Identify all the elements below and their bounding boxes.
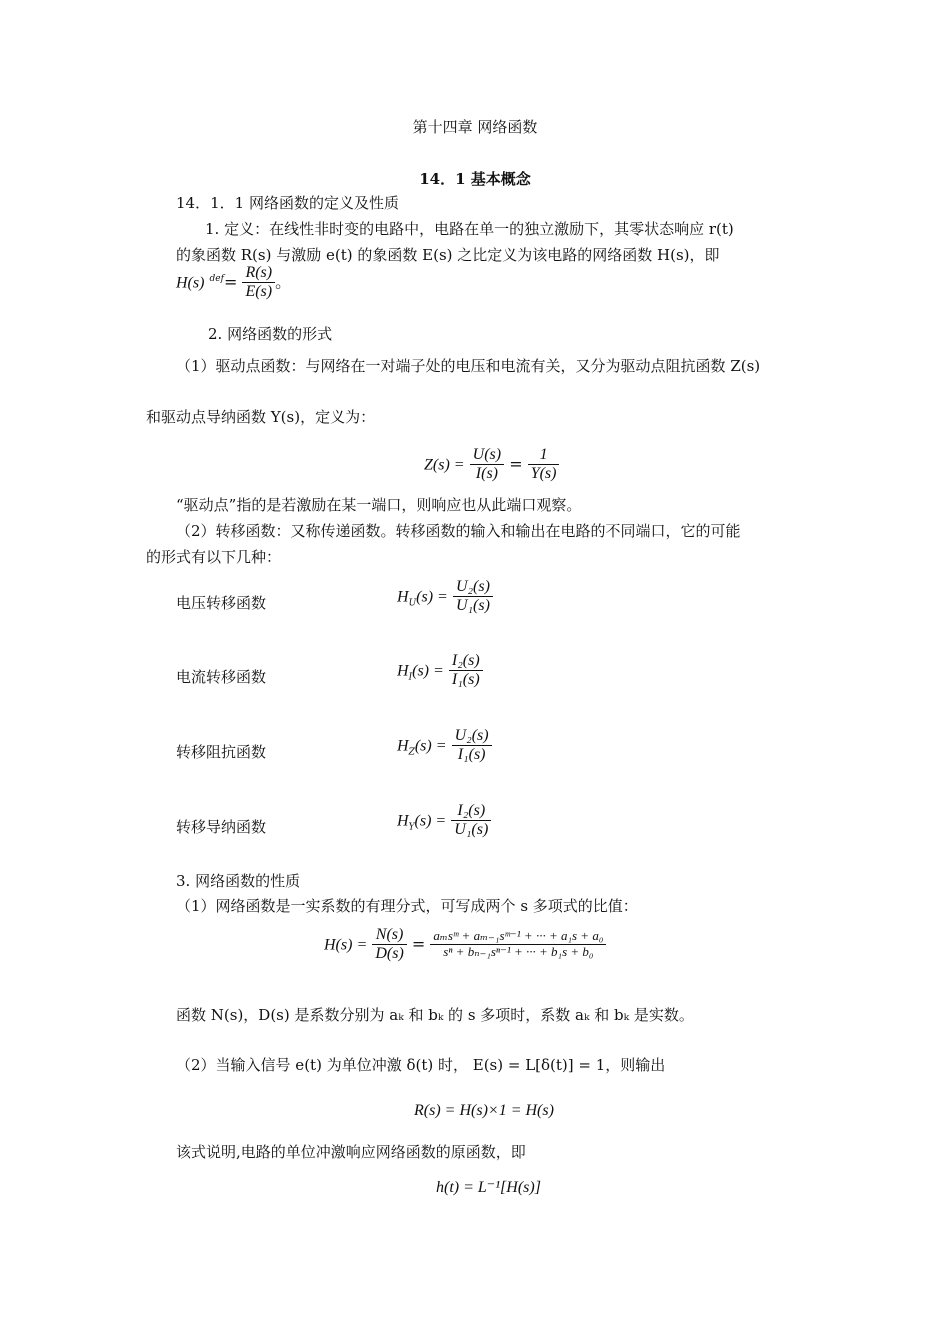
h-symbol: H <box>397 812 409 830</box>
property-2-note: 该式说明,电路的单位冲激响应网络函数的原函数，即 <box>176 1143 526 1161</box>
transfer-fraction-admittance <box>451 802 491 840</box>
chapter-title: 第十四章 网络函数 <box>412 118 538 136</box>
def-formula-fraction <box>242 264 275 302</box>
h-subscript: I <box>408 672 413 683</box>
def-formula-numerator: R(s) <box>242 264 275 283</box>
transfer-line-2: 的形式有以下几种： <box>146 548 282 566</box>
transfer-denominator: U₁(s) <box>454 821 489 839</box>
z-numerator: U(s) <box>470 446 504 465</box>
property-1-line: （1）网络函数是一实系数的有理分式，可写成两个 s 多项式的比值： <box>176 897 638 915</box>
impulse-response-formula: R(s) = H(s)×1 = H(s) <box>414 1102 554 1119</box>
def-formula-denominator: E(s) <box>245 283 273 301</box>
transfer-numerator: U₂(s) <box>452 727 492 746</box>
def-formula-lhs: H(s) <box>176 274 205 292</box>
driving-line-1: （1）驱动点函数：与网络在一对端子处的电压和电流有关，又分为驱动点阻抗函数 Z(s) <box>176 357 761 375</box>
inverse-laplace-formula: h(t) = L⁻¹[H(s)] <box>436 1179 541 1196</box>
z-numerator-2: 1 <box>528 446 560 465</box>
z-fraction-2 <box>528 446 560 484</box>
prop1-denominator: D(s) <box>375 945 404 963</box>
transfer-label-impedance: 转移阻抗函数 <box>176 743 267 761</box>
transfer-numerator: I₂(s) <box>451 802 491 821</box>
h-subscript: U <box>408 598 417 609</box>
definition-line-1: 1. 定义：在线性非时变的电路中，电路在单一的独立激励下，其零状态响应 r(t) <box>205 220 734 238</box>
z-denominator: I(s) <box>475 465 498 483</box>
forms-heading: 2. 网络函数的形式 <box>208 325 333 343</box>
transfer-fraction-current <box>449 652 483 690</box>
transfer-numerator: I₂(s) <box>449 652 483 671</box>
transfer-fraction-impedance <box>452 727 492 765</box>
driving-point-formula <box>424 446 559 484</box>
transfer-line-1: （2）转移函数：又称传递函数。转移函数的输入和输出在电路的不同端口，它的可能 <box>176 522 741 540</box>
z-equals: = <box>509 454 523 474</box>
prop1-equals: = <box>411 934 426 954</box>
properties-heading: 3. 网络函数的性质 <box>176 872 301 890</box>
prop1-lhs: H(s) = <box>324 936 368 954</box>
h-subscript: Y <box>408 822 415 833</box>
transfer-denominator: I₁(s) <box>451 671 480 689</box>
definition-line-2: 的象函数 R(s) 与激励 e(t) 的象函数 E(s) 之比定义为该电路的网络函数 H(s)，即 <box>176 246 720 264</box>
transfer-formula-current: $H_I(s)$ = $\frac{\text{I₂(s)}}{\text{I₁(s)}}$ <box>397 652 483 690</box>
property-2-line: （2）当输入信号 e(t) 为单位冲激 δ(t) 时， E(s) = L[δ(t)] = 1，则输出 <box>176 1056 666 1074</box>
transfer-label-admittance: 转移导纳函数 <box>176 818 267 836</box>
prop1-fraction <box>372 926 406 964</box>
section-title: 14．1 基本概念 <box>419 170 531 188</box>
transfer-numerator: U₂(s) <box>453 578 493 597</box>
transfer-denominator: U₁(s) <box>455 597 490 615</box>
prop1-numerator: N(s) <box>372 926 406 945</box>
h-symbol: H <box>397 737 409 755</box>
h-symbol: H <box>397 662 409 680</box>
driving-line-2: 和驱动点导纳函数 Y(s)，定义为： <box>146 408 376 426</box>
transfer-formula-impedance: $H_Z(s)$ = $\frac{\text{U₂(s)}}{\text{I₁(s)}}$ <box>397 727 492 765</box>
transfer-fraction-voltage <box>453 578 493 616</box>
rational-function-formula <box>324 926 606 964</box>
transfer-denominator: I₁(s) <box>457 746 486 764</box>
def-formula-end: 。 <box>275 272 292 292</box>
transfer-formula-voltage: $H_U(s)$ = $\frac{\text{U₂(s)}}{\text{U₁(s)}}$ <box>397 578 493 616</box>
z-lhs: Z(s) = <box>424 456 465 474</box>
property-1-note: 函数 N(s)，D(s) 是系数分别为 aₖ 和 bₖ 的 s 多项时，系数 aₖ 和 bₖ 是实数。 <box>176 1006 694 1024</box>
transfer-label-current: 电流转移函数 <box>176 668 267 686</box>
polynomial-denominator: sⁿ + bₙ₋₁sⁿ⁻¹ + ··· + b₁s + b₀ <box>443 944 594 960</box>
h-subscript: Z <box>408 747 415 758</box>
driving-note: “驱动点”指的是若激励在某一端口，则响应也从此端口观察。 <box>176 496 582 514</box>
polynomial-fraction <box>430 929 606 960</box>
subsection-title: 14．1．1 网络函数的定义及性质 <box>176 194 399 212</box>
z-fraction-1 <box>470 446 504 484</box>
definition-formula: H(s) $^{def}$= $\frac{R(s)}{E(s)}$ 。 <box>176 264 292 301</box>
z-denominator-2: Y(s) <box>530 465 557 483</box>
transfer-formula-admittance: $H_Y(s)$ = $\frac{\text{I₂(s)}}{\text{U₁(s)}}$ <box>397 802 491 840</box>
h-symbol: H <box>397 588 409 606</box>
def-formula-def: def <box>209 274 224 285</box>
transfer-label-voltage: 电压转移函数 <box>176 594 267 612</box>
polynomial-numerator: aₘsᵐ + aₘ₋₁sᵐ⁻¹ + ··· + a₁s + a₀ <box>430 929 606 945</box>
